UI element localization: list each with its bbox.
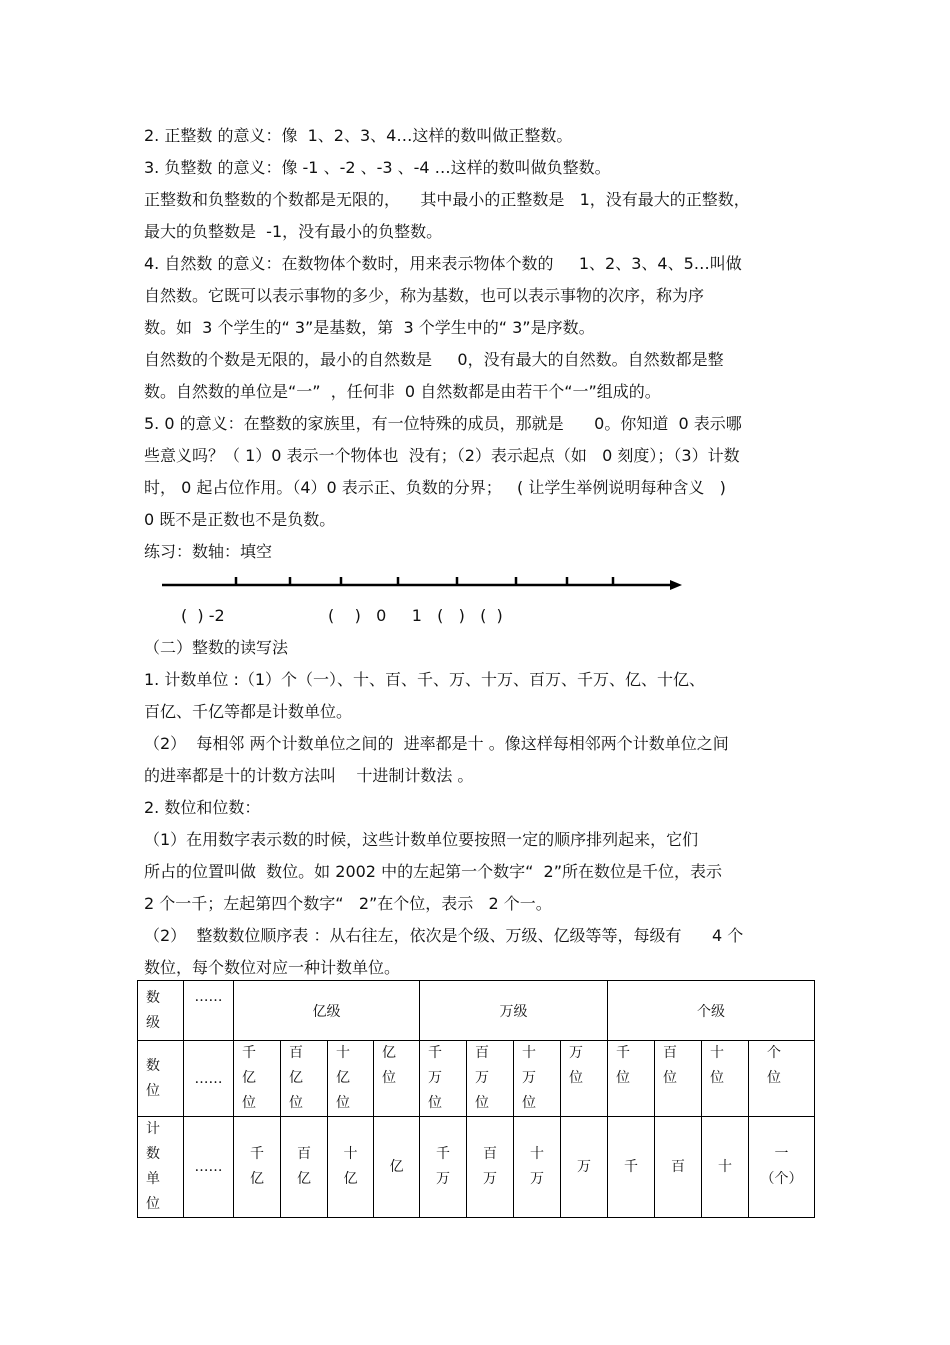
table-cell: 千 万 — [436, 1146, 450, 1187]
table-cell: 万 位 — [569, 1045, 583, 1086]
table-cell: 百 亿 — [297, 1146, 311, 1187]
table-cell: 千 亿 位 — [242, 1045, 256, 1111]
text-line: （1）在用数字表示数的时候，这些计数单位要按照一定的顺序排列起来，它们 — [144, 830, 699, 849]
table-cell: 百 万 — [483, 1146, 497, 1187]
table-cell: 千 — [624, 1158, 638, 1175]
text-line: 数位，每个数位对应一种计数单位。 — [144, 958, 401, 977]
text-line: 百亿、千亿等都是计数单位。 — [144, 702, 353, 721]
text-line: 2. 正整数 的意义：像 1、2、3、4…这样的数叫做正整数。 — [144, 126, 573, 145]
text-line: 最大的负整数是 -1，没有最小的负整数。 — [144, 222, 443, 241]
table-cell: 亿 — [389, 1158, 404, 1175]
group-ge: 个级 — [697, 1003, 725, 1020]
table-row-positions — [138, 1041, 815, 1117]
table-cell: 百 位 — [663, 1045, 677, 1086]
table-cell: 百 万 位 — [475, 1045, 489, 1111]
table-cell: 十 — [718, 1158, 732, 1175]
group-wan: 万级 — [499, 1003, 528, 1020]
text-line: 1. 计数单位 :（1）个（一）、十、百、千、万、十万、百万、千万、亿、十亿、 — [144, 670, 706, 689]
text-line: 的进率都是十的计数方法叫 十进制计数法 。 — [144, 766, 474, 785]
table-row-levels — [138, 981, 815, 1041]
number-line — [0, 570, 950, 610]
table-cell: 一 （个） — [760, 1146, 803, 1187]
row-header-units: 计 数 单 位 — [146, 1121, 160, 1212]
table-cell: 亿 位 — [382, 1045, 396, 1086]
text-line: 时， 0 起占位作用。（4）0 表示正、负数的分界； ( 让学生举例说明每种含义 ) — [144, 478, 726, 497]
ellipsis-cell: …… — [194, 1159, 223, 1175]
text-line: 2. 数位和位数： — [144, 798, 261, 817]
section-heading: （二）整数的读写法 — [144, 638, 289, 657]
text-line: 3. 负整数 的意义：像 -1 、-2 、-3 、-4 …这样的数叫做负整数。 — [144, 158, 611, 177]
text-line: 5. 0 的意义：在整数的家族里，有一位特殊的成员，那就是 0。你知道 0 表示哪 — [144, 414, 742, 433]
table-cell: 个 位 — [767, 1045, 781, 1086]
text-line: 正整数和负整数的个数都是无限的， 其中最小的正整数是 1，没有最大的正整数， — [144, 190, 750, 209]
ellipsis-cell: …… — [194, 1070, 223, 1087]
table-cell: 百 — [671, 1158, 685, 1175]
text-line: 2 个一千；左起第四个数字“ 2”在个位，表示 2 个一。 — [144, 894, 552, 913]
text-line: 4. 自然数 的意义：在数物体个数时，用来表示物体个数的 1、2、3、4、5…叫做 — [144, 254, 742, 273]
table-cell: 百 亿 位 — [289, 1045, 303, 1111]
table-cell: 千 亿 — [250, 1146, 264, 1187]
table-cell: 十 亿 — [343, 1146, 358, 1187]
place-value-table — [137, 980, 815, 1218]
text-line: 所占的位置叫做 数位。如 2002 中的左起第一个数字“ 2”所在数位是千位，表示 — [144, 862, 722, 881]
text-line: 数。自然数的单位是“一” ，任何非 0 自然数都是由若干个“一”组成的。 — [144, 382, 661, 401]
number-line-label-left: ( ) -2 — [181, 606, 225, 625]
text-line: （2） 每相邻 两个计数单位之间的 进率都是十 。像这样每相邻两个计数单位之间 — [144, 734, 729, 753]
number-line-arrow — [670, 580, 682, 590]
row-header-positions: 数 位 — [146, 1057, 160, 1099]
table-cell: 十 位 — [710, 1045, 724, 1086]
table-cell: 千 位 — [616, 1045, 630, 1086]
table-row-units — [138, 1117, 815, 1218]
text-line: 数。如 3 个学生的“ 3”是基数，第 3 个学生中的“ 3”是序数。 — [144, 318, 595, 337]
table-cell: 十 万 位 — [522, 1045, 536, 1111]
row-header-levels: 数 级 — [146, 989, 160, 1031]
text-line: 自然数的个数是无限的，最小的自然数是 0，没有最大的自然数。自然数都是整 — [144, 350, 724, 369]
text-line: 练习：数轴：填空 — [144, 542, 273, 561]
text-line: 些意义吗？（ 1）0 表示一个物体也 没有；（2）表示起点（如 0 刻度）；（3）计数 — [144, 446, 740, 465]
table-cell: 十 万 — [530, 1146, 544, 1187]
table-cell: 千 万 位 — [428, 1045, 442, 1111]
group-yi: 亿级 — [312, 1003, 341, 1020]
text-line: 0 既不是正数也不是负数。 — [144, 510, 336, 529]
table-cell: 万 — [577, 1158, 591, 1175]
ellipsis-cell: …… — [194, 989, 223, 1005]
text-line: 自然数。它既可以表示事物的多少，称为基数，也可以表示事物的次序，称为序 — [144, 286, 705, 305]
table-cell: 十 亿 位 — [336, 1045, 350, 1111]
text-line: （2） 整数数位顺序表 ：从右往左，依次是个级、万级、亿级等等，每级有 4 个 — [144, 926, 744, 945]
number-line-label-right: ( ) 0 1 ( ) ( ) — [328, 606, 503, 625]
